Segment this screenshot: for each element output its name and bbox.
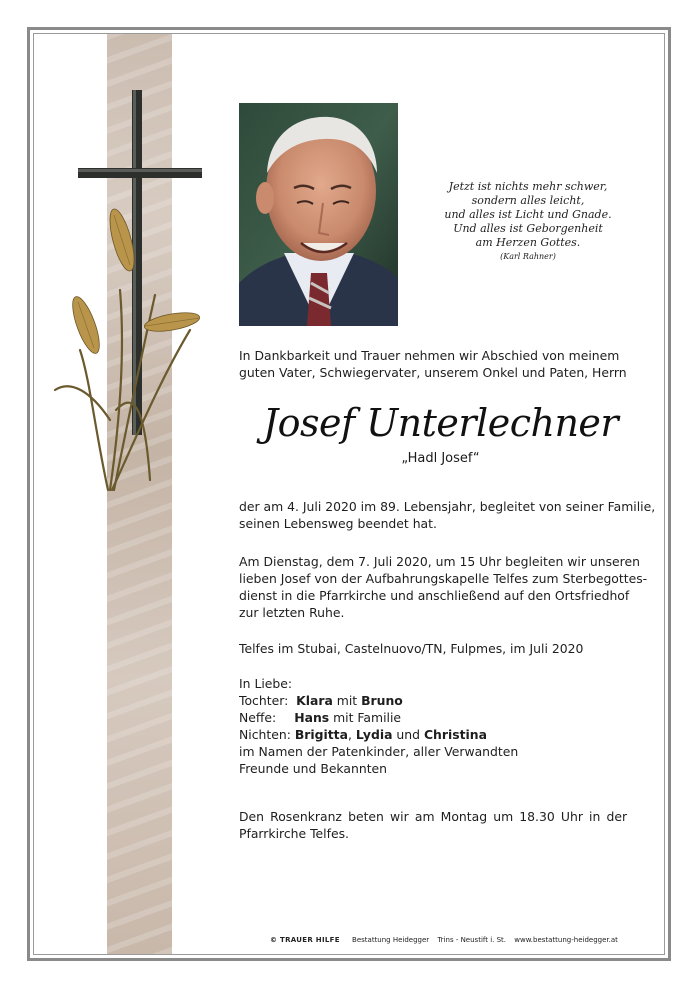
mourner-label: Tochter: xyxy=(239,693,289,708)
deceased-name: Josef Unterlechner xyxy=(262,401,619,445)
quote-line: am Herzen Gottes. xyxy=(475,236,581,249)
paragraph-line: Am Dienstag, dem 7. Juli 2020, um 15 Uhr begleiten wir unseren xyxy=(239,554,640,569)
paragraph-line: Den Rosenkranz beten wir am Montag um 18.30 Uhr in der xyxy=(239,809,628,824)
mourner-name: Brigitta xyxy=(294,727,348,742)
joiner: und xyxy=(392,727,424,742)
quote-line: Und alles ist Geborgenheit xyxy=(453,222,603,235)
mourner-name: Lydia xyxy=(355,727,393,742)
quote-line: und alles ist Licht und Gnade. xyxy=(444,208,612,221)
mourner-name: Hans xyxy=(294,710,330,725)
trauer-hilfe-logo: © TRAUER HILFE xyxy=(270,936,340,944)
rosary-paragraph xyxy=(239,808,642,842)
paragraph-line: dienst in die Pfarrkirche und anschließend auf den Ortsfriedhof xyxy=(239,588,630,603)
paragraph-line: lieben Josef von der Aufbahrungskapelle Telfes zum Sterbegottes- xyxy=(239,571,648,586)
place-date: Telfes im Stubai, Castelnuovo/TN, Fulpmes, im Juli 2020 xyxy=(239,641,584,656)
cross-with-wheat-icon xyxy=(50,90,210,500)
quote-line: Jetzt ist nichts mehr schwer, xyxy=(448,180,608,193)
mourner-godchildren: im Namen der Patenkinder, aller Verwandten xyxy=(239,744,519,759)
mourner-label: Nichten: xyxy=(239,727,291,742)
intro-paragraph xyxy=(239,347,642,381)
paragraph-line: Pfarrkirche Telfes. xyxy=(239,826,349,841)
paragraph-line: seinen Lebensweg beendet hat. xyxy=(239,516,437,531)
mourner-nieces xyxy=(239,726,642,743)
separator: , xyxy=(347,727,356,742)
mourner-friends: Freunde und Bekannten xyxy=(239,761,388,776)
mourner-daughter xyxy=(239,692,642,709)
mourner-name: Klara xyxy=(296,693,333,708)
portrait-photo xyxy=(239,103,398,326)
mourner-name: Bruno xyxy=(361,693,403,708)
company-name: Bestattung Heidegger xyxy=(352,936,430,944)
quote-block xyxy=(418,180,638,263)
mourners-list xyxy=(239,675,642,777)
intro-line: In Dankbarkeit und Trauer nehmen wir Abschied von meinem xyxy=(239,348,620,363)
funeral-paragraph xyxy=(239,553,648,621)
mourner-name: Christina xyxy=(423,727,487,742)
footer xyxy=(270,935,650,945)
intro-line: guten Vater, Schwiegervater, unserem Onkel und Paten, Herrn xyxy=(239,365,627,380)
mourner-nephew xyxy=(239,709,642,726)
company-website[interactable]: www.bestattung-heidegger.at xyxy=(514,936,618,944)
mourners-heading: In Liebe: xyxy=(239,676,293,691)
joiner: mit xyxy=(332,693,362,708)
mourner-suffix: mit Familie xyxy=(329,710,402,725)
paragraph-line: zur letzten Ruhe. xyxy=(239,605,345,620)
quote-author: (Karl Rahner) xyxy=(500,252,556,261)
company-address: Trins - Neustift i. St. xyxy=(437,936,507,944)
death-notice-paragraph xyxy=(239,498,656,532)
nickname: „Hadl Josef“ xyxy=(401,451,480,466)
quote-line: sondern alles leicht, xyxy=(471,194,585,207)
mourner-label: Neffe: xyxy=(239,710,277,725)
paragraph-line: der am 4. Juli 2020 im 89. Lebensjahr, begleitet von seiner Familie, xyxy=(239,499,656,514)
